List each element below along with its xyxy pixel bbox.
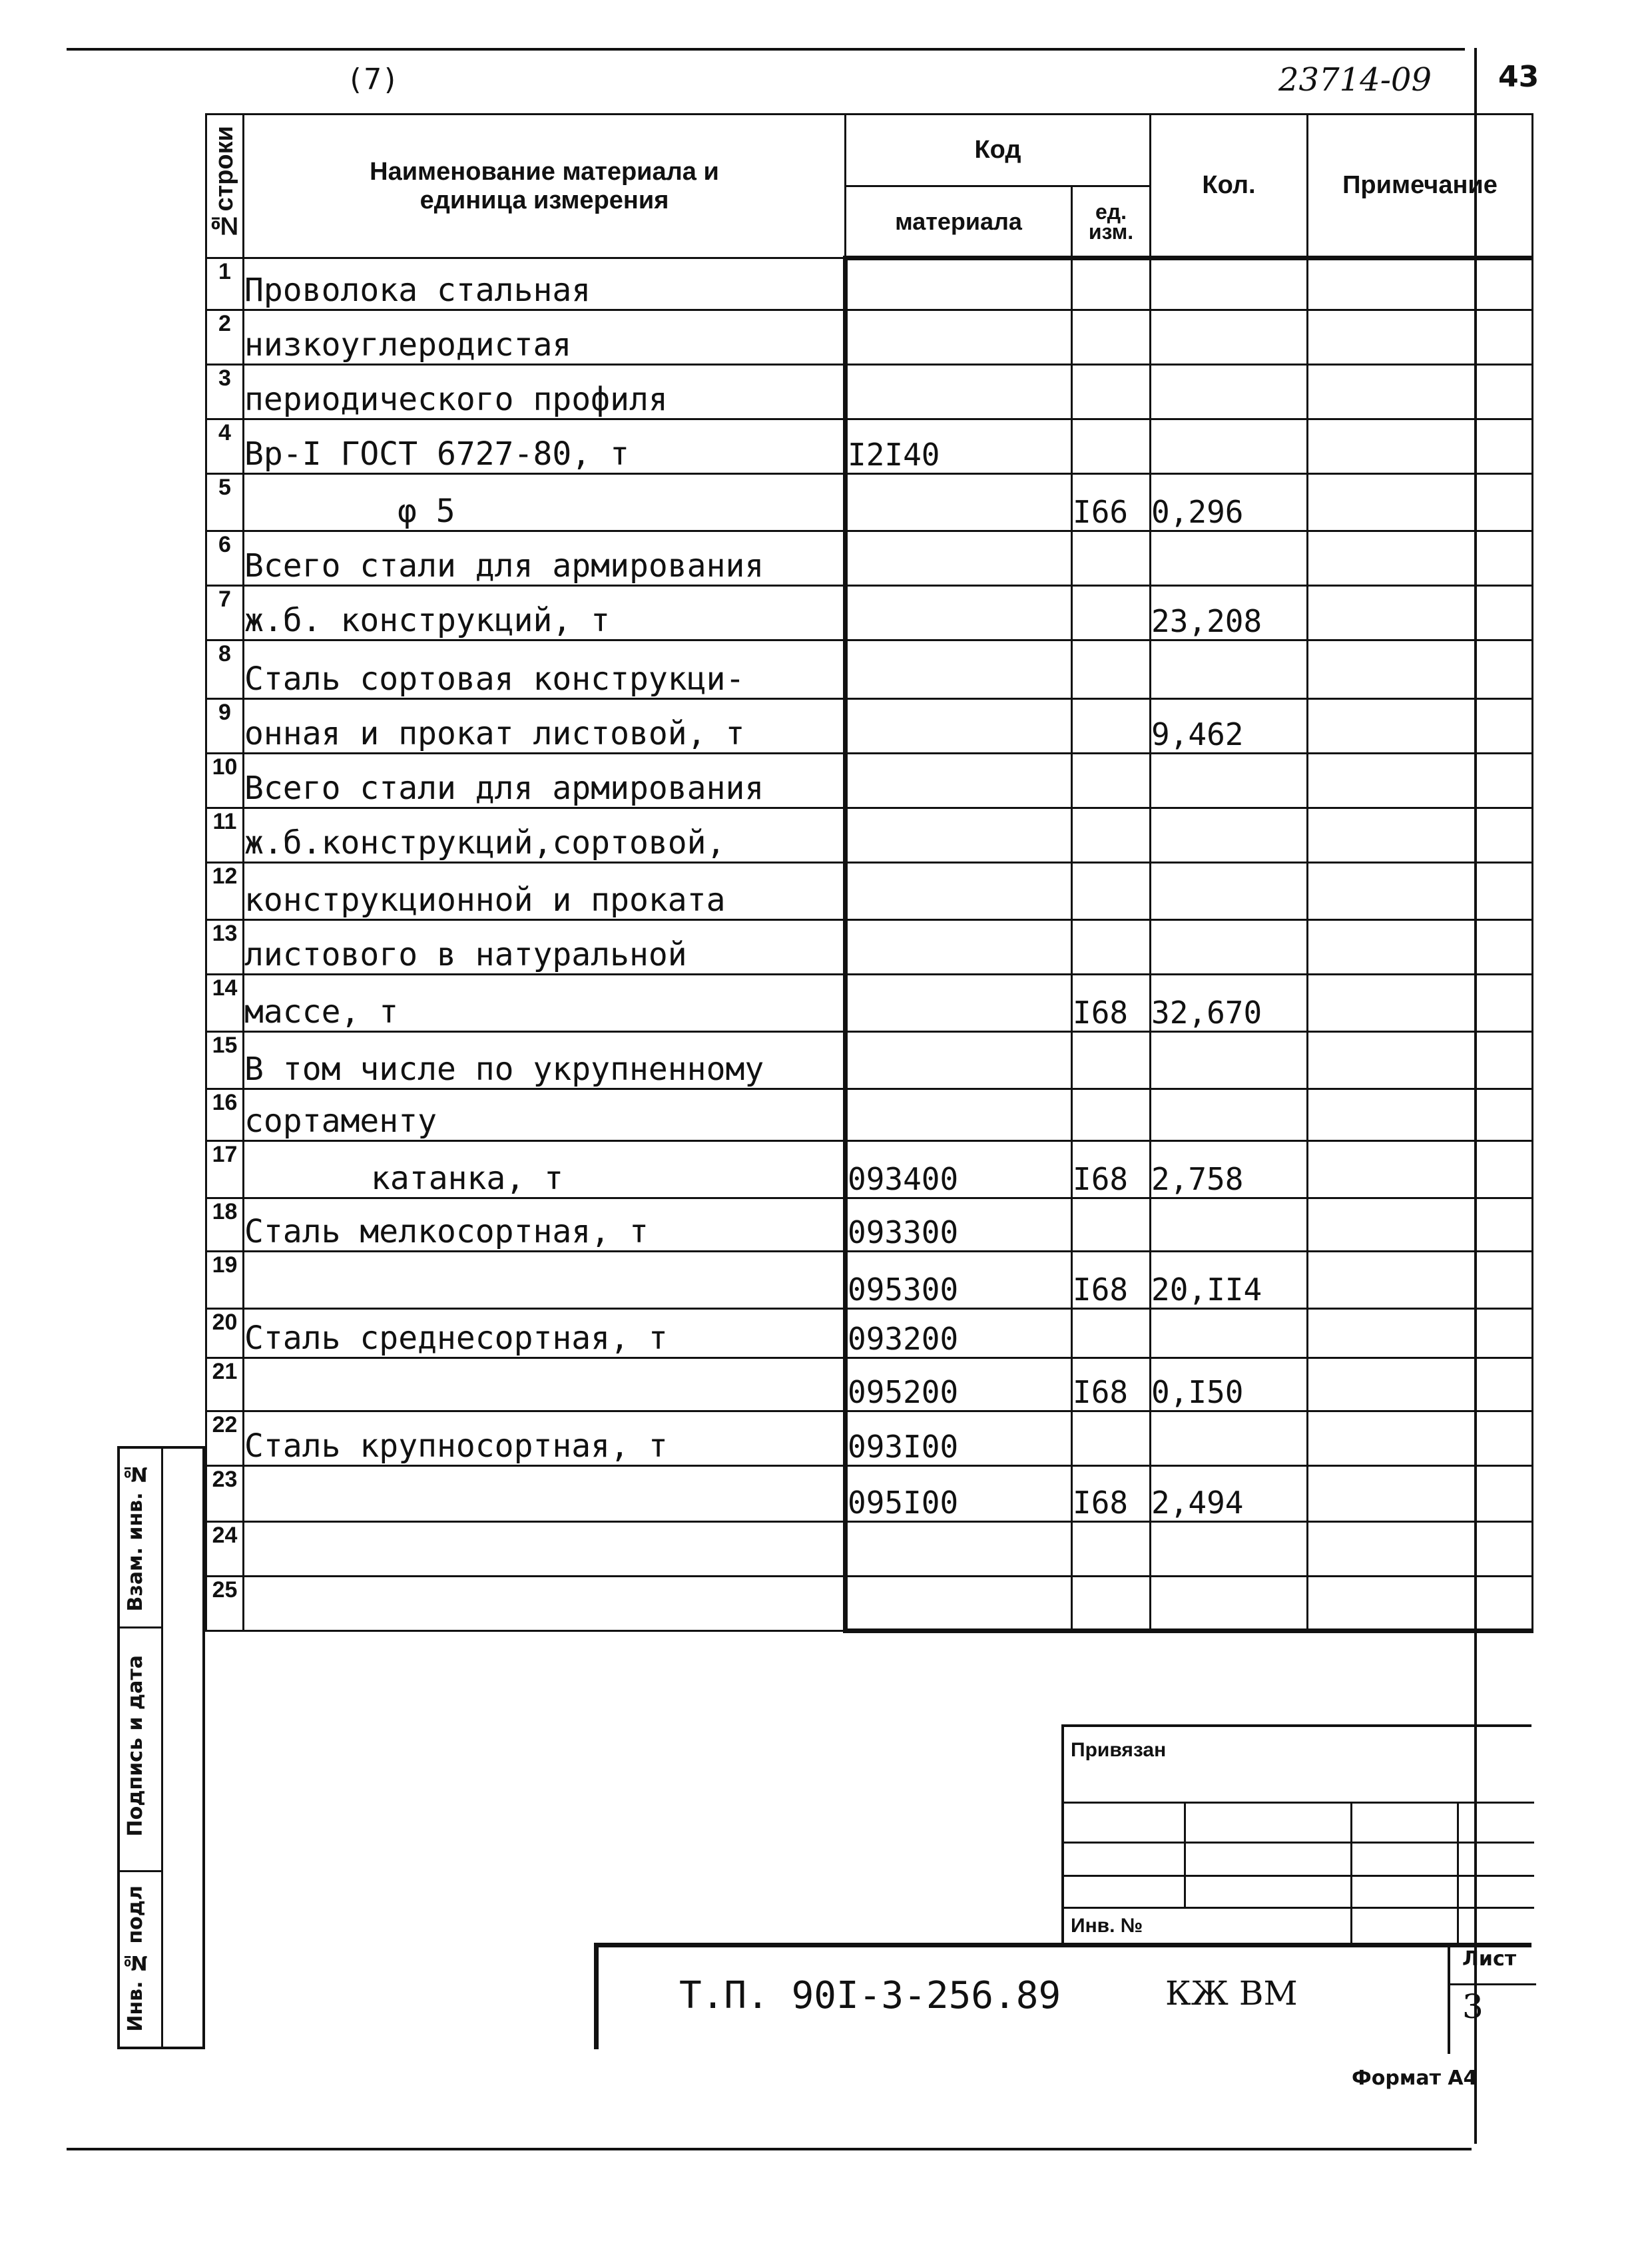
table-row (206, 1309, 1533, 1358)
row-number-cell: 17 (206, 1141, 244, 1198)
unit-code-cell: I66 (1072, 474, 1151, 531)
table-row (206, 754, 1533, 808)
material-name-cell: периодического профиля (244, 365, 846, 419)
row-number-cell: 21 (206, 1358, 244, 1411)
row-number-cell: 5 (206, 474, 244, 531)
side-label-inv-podl: Инв. № подл (124, 1885, 147, 2032)
row-number-cell: 15 (206, 1032, 244, 1089)
material-name-cell: φ 5 (244, 474, 846, 531)
table-row (206, 808, 1533, 863)
quantity-cell (1151, 1089, 1308, 1141)
table-row (206, 1032, 1533, 1089)
note-cell (1308, 1358, 1533, 1411)
quantity-cell (1151, 808, 1308, 863)
sheet-mark: (7) (346, 63, 400, 97)
side-strip-divider (161, 1449, 163, 2047)
unit-code-cell (1072, 310, 1151, 365)
material-name-cell: Сталь мелкосортная, т (244, 1198, 846, 1252)
unit-code-cell (1072, 419, 1151, 474)
material-code-cell (846, 863, 1072, 920)
side-label-vzam: Взам. инв. № (124, 1462, 147, 1612)
material-name-cell (244, 1252, 846, 1309)
material-code-cell (846, 1522, 1072, 1577)
material-name-cell: Сталь крупносортная, т (244, 1411, 846, 1466)
material-name-cell: массе, т (244, 975, 846, 1032)
quantity-cell (1151, 258, 1308, 310)
table-row (206, 1466, 1533, 1522)
quantity-cell: 0,I50 (1151, 1358, 1308, 1411)
table-row (206, 863, 1533, 920)
material-code-cell (846, 1089, 1072, 1141)
quantity-cell: 9,462 (1151, 699, 1308, 754)
material-name-cell: низкоуглеродистая (244, 310, 846, 365)
material-name-cell: Проволока стальная (244, 258, 846, 310)
table-row (206, 586, 1533, 640)
material-name-cell (244, 1466, 846, 1522)
table-row (206, 310, 1533, 365)
side-cell-inv-podl (120, 1872, 161, 2049)
material-code-cell (846, 975, 1072, 1032)
table-row (206, 1522, 1533, 1577)
material-code-cell (846, 754, 1072, 808)
unit-code-cell (1072, 365, 1151, 419)
note-cell (1308, 640, 1533, 699)
unit-code-cell (1072, 640, 1151, 699)
note-cell (1308, 1032, 1533, 1089)
material-name-cell: Сталь сортовая конструкци- (244, 640, 846, 699)
note-cell (1308, 1577, 1533, 1631)
row-number-cell: 1 (206, 258, 244, 310)
row-number-cell: 11 (206, 808, 244, 863)
table-row (206, 1358, 1533, 1411)
material-code-cell (846, 258, 1072, 310)
paper-format: Формат А4 (1352, 2067, 1478, 2090)
note-cell (1308, 531, 1533, 586)
table-row (206, 419, 1533, 474)
note-cell (1308, 1141, 1533, 1198)
row-number-cell: 4 (206, 419, 244, 474)
unit-code-cell (1072, 699, 1151, 754)
table-row (206, 1411, 1533, 1466)
note-cell (1308, 1466, 1533, 1522)
binding-stamp (1061, 1724, 1531, 1944)
header-quantity: Кол. (1151, 115, 1308, 258)
material-name-cell: В том числе по укрупненному (244, 1032, 846, 1089)
material-code-cell (846, 640, 1072, 699)
note-cell (1308, 808, 1533, 863)
row-number-cell: 6 (206, 531, 244, 586)
side-cell-podpis (120, 1628, 161, 1872)
material-name-cell: Сталь среднесортная, т (244, 1309, 846, 1358)
material-name-cell: Всего стали для армирования (244, 531, 846, 586)
note-cell (1308, 1309, 1533, 1358)
row-number-cell: 9 (206, 699, 244, 754)
quantity-cell (1151, 1309, 1308, 1358)
unit-code-cell (1072, 808, 1151, 863)
material-name-cell (244, 1577, 846, 1631)
material-name-cell: сортаменту (244, 1089, 846, 1141)
row-number-cell: 13 (206, 920, 244, 975)
quantity-cell (1151, 640, 1308, 699)
row-number-cell: 10 (206, 754, 244, 808)
unit-code-cell (1072, 1522, 1151, 1577)
material-name-cell: катанка, т (244, 1141, 846, 1198)
sheet-value: 3 (1462, 1987, 1484, 2026)
quantity-cell (1151, 1577, 1308, 1631)
material-code-cell (846, 365, 1072, 419)
note-cell (1308, 1411, 1533, 1466)
note-cell (1308, 474, 1533, 531)
table-row (206, 920, 1533, 975)
side-stamp-strip (117, 1446, 205, 2049)
unit-code-cell (1072, 258, 1151, 310)
note-cell (1308, 975, 1533, 1032)
drawing-mark: КЖ ВМ (1165, 1974, 1298, 2013)
quantity-cell (1151, 920, 1308, 975)
table-row (206, 258, 1533, 310)
unit-code-cell: I68 (1072, 1358, 1151, 1411)
page-number: 43 (1498, 60, 1539, 94)
row-number-cell: 16 (206, 1089, 244, 1141)
row-number-cell: 24 (206, 1522, 244, 1577)
side-label-podpis: Подпись и дата (124, 1655, 147, 1837)
table-row (206, 365, 1533, 419)
note-cell (1308, 920, 1533, 975)
table-row (206, 975, 1533, 1032)
table-row (206, 1089, 1533, 1141)
note-cell (1308, 1198, 1533, 1252)
quantity-cell (1151, 1522, 1308, 1577)
material-code-cell: 093200 (846, 1309, 1072, 1358)
unit-code-cell (1072, 1198, 1151, 1252)
material-name-cell: ж.б.конструкций,сортовой, (244, 808, 846, 863)
quantity-cell (1151, 1032, 1308, 1089)
note-cell (1308, 699, 1533, 754)
material-code-cell (846, 699, 1072, 754)
quantity-cell: 0,296 (1151, 474, 1308, 531)
unit-code-cell (1072, 754, 1151, 808)
material-code-cell (846, 310, 1072, 365)
note-cell (1308, 258, 1533, 310)
top-border-line (67, 48, 1465, 51)
material-name-cell: ж.б. конструкций, т (244, 586, 846, 640)
material-code-cell (846, 531, 1072, 586)
note-cell (1308, 1252, 1533, 1309)
quantity-cell: 2,758 (1151, 1141, 1308, 1198)
row-number-cell: 3 (206, 365, 244, 419)
unit-code-cell (1072, 920, 1151, 975)
table-row (206, 640, 1533, 699)
note-cell (1308, 419, 1533, 474)
header-material-name: Наименование материала и единица измерения (244, 115, 846, 258)
quantity-cell (1151, 1411, 1308, 1466)
quantity-cell (1151, 1198, 1308, 1252)
note-cell (1308, 586, 1533, 640)
note-cell (1308, 310, 1533, 365)
row-number-cell: 19 (206, 1252, 244, 1309)
unit-code-cell (1072, 863, 1151, 920)
table-row (206, 699, 1533, 754)
row-number-cell: 14 (206, 975, 244, 1032)
project-code: Т.П. 90I-3-256.89 (679, 1974, 1061, 2017)
quantity-cell: 20,II4 (1151, 1252, 1308, 1309)
unit-code-cell: I68 (1072, 975, 1151, 1032)
material-code-cell: 093400 (846, 1141, 1072, 1198)
row-number-cell: 22 (206, 1411, 244, 1466)
quantity-cell (1151, 863, 1308, 920)
unit-code-cell: I68 (1072, 1466, 1151, 1522)
unit-code-cell (1072, 531, 1151, 586)
row-number-cell: 2 (206, 310, 244, 365)
material-code-cell: 093I00 (846, 1411, 1072, 1466)
row-number-cell: 23 (206, 1466, 244, 1522)
material-code-cell (846, 920, 1072, 975)
quantity-cell (1151, 310, 1308, 365)
material-code-cell: 095I00 (846, 1466, 1072, 1522)
material-name-cell: Вр-I ГОСТ 6727-80, т (244, 419, 846, 474)
quantity-cell: 2,494 (1151, 1466, 1308, 1522)
row-number-cell: 7 (206, 586, 244, 640)
unit-code-cell (1072, 1309, 1151, 1358)
quantity-cell (1151, 531, 1308, 586)
material-code-cell (846, 474, 1072, 531)
table-row (206, 1141, 1533, 1198)
material-code-cell (846, 1032, 1072, 1089)
material-name-cell: Всего стали для армирования (244, 754, 846, 808)
side-cell-vzam (120, 1449, 161, 1628)
material-code-cell: 095200 (846, 1358, 1072, 1411)
unit-code-cell: I68 (1072, 1141, 1151, 1198)
quantity-cell: 23,208 (1151, 586, 1308, 640)
privyazan-label: Привязан (1071, 1739, 1167, 1761)
header-row-number: №строки (206, 115, 244, 258)
material-name-cell: конструкционной и проката (244, 863, 846, 920)
unit-code-cell (1072, 1089, 1151, 1141)
sheet-label: Лист (1462, 1947, 1517, 1971)
inv-no-label: Инв. № (1071, 1915, 1143, 1937)
table-row (206, 474, 1533, 531)
note-cell (1308, 1522, 1533, 1577)
material-name-cell (244, 1358, 846, 1411)
quantity-cell (1151, 365, 1308, 419)
row-number-cell: 18 (206, 1198, 244, 1252)
quantity-cell (1151, 419, 1308, 474)
table-row (206, 1198, 1533, 1252)
unit-code-cell (1072, 586, 1151, 640)
quantity-cell (1151, 754, 1308, 808)
row-number-cell: 12 (206, 863, 244, 920)
unit-code-cell (1072, 1411, 1151, 1466)
table-row (206, 531, 1533, 586)
unit-code-cell (1072, 1032, 1151, 1089)
quantity-cell: 32,670 (1151, 975, 1308, 1032)
material-name-cell (244, 1522, 846, 1577)
unit-code-cell: I68 (1072, 1252, 1151, 1309)
material-code-cell (846, 808, 1072, 863)
table-row (206, 1252, 1533, 1309)
header-code-material: материала (846, 186, 1072, 258)
header-code: Код (846, 115, 1151, 186)
row-number-cell: 20 (206, 1309, 244, 1358)
note-cell (1308, 365, 1533, 419)
material-name-cell: листового в натуральной (244, 920, 846, 975)
note-cell (1308, 1089, 1533, 1141)
row-number-cell: 25 (206, 1577, 244, 1631)
material-code-cell: 093300 (846, 1198, 1072, 1252)
material-spec-table (205, 113, 1533, 1633)
table-row (206, 1577, 1533, 1631)
row-number-cell: 8 (206, 640, 244, 699)
material-code-cell: 095300 (846, 1252, 1072, 1309)
header-code-unit: ед. изм. (1072, 186, 1151, 258)
note-cell (1308, 754, 1533, 808)
bottom-border-line (67, 2148, 1472, 2150)
material-code-cell: I2I40 (846, 419, 1072, 474)
unit-code-cell (1072, 1577, 1151, 1631)
document-number: 23714-09 (1278, 61, 1432, 99)
material-code-cell (846, 1577, 1072, 1631)
header-note: Примечание (1308, 115, 1533, 258)
note-cell (1308, 863, 1533, 920)
material-code-cell (846, 586, 1072, 640)
material-name-cell: онная и прокат листовой, т (244, 699, 846, 754)
